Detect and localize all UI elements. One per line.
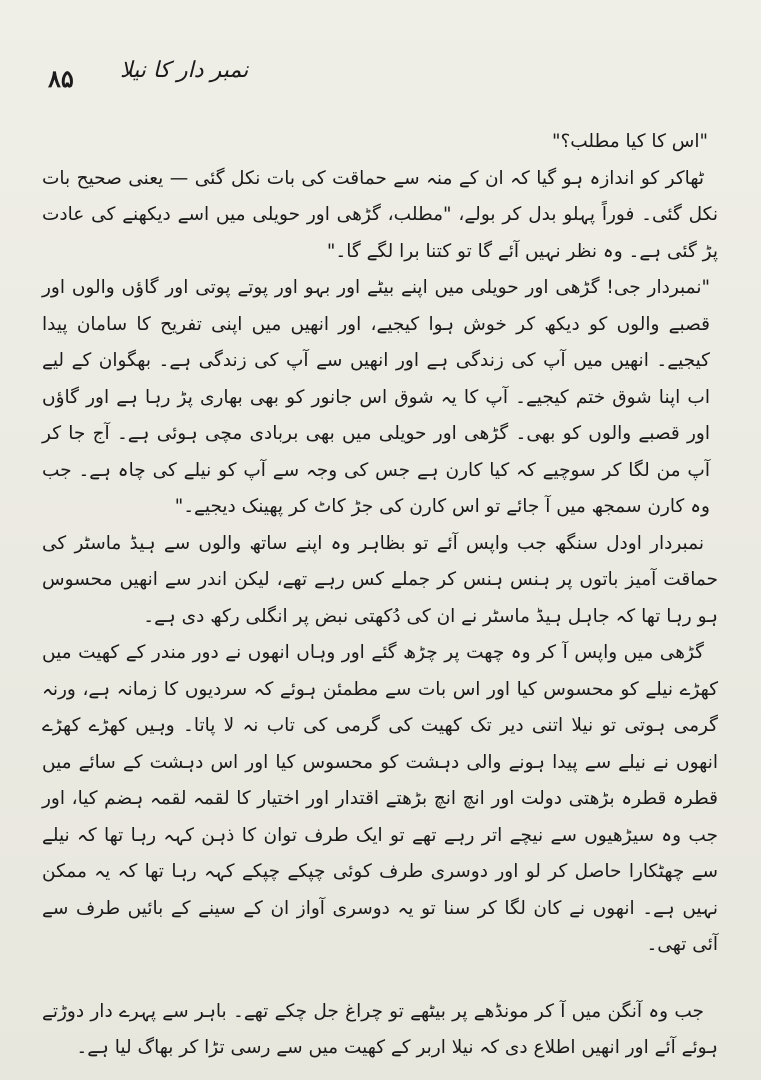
body-text: [42, 124, 718, 1067]
page-header: [40, 58, 721, 98]
paragraph: نمبردار اودل سنگھ جب واپس آئے تو بظاہر وہ اپنے ساتھ والوں سے ہیڈ ماسٹر کی حماقت آمیز باتوں پر ہنس ہنس کر جملے کس رہے تھے، لیکن اندر سے انھیں محسوس ہو رہا تھا کہ جاہل ہیڈ ماسٹر نے ان کی دُکھتی نبض پر انگلی رکھ دی ہے۔: [42, 532, 718, 627]
paragraph: گڑھی میں واپس آ کر وہ چھت پر چڑھ گئے اور وہاں انھوں نے دور مندر کے کھیت میں کھڑے نیلے کو محسوس کیا اور اس بات سے مطمئن ہوئے کہ سردیوں کا زمانہ ہے، ورنہ گرمی ہوتی تو نیلا اتنی دیر تک کھیت کی گرمی کی تاب نہ لا پاتا۔ وہیں کھڑے کھڑے انھوں نے نیلے سے پیدا ہونے والی دہشت کو محسوس کیا اور اس دہشت کے سائے میں قطرہ قطرہ بڑھتی دولت اور انچ انچ بڑھتے اقتدار اور اختیار کا لقمہ لقمہ ہضم کیا، اور جب وہ سیڑھیوں سے نیچے اتر رہے تھے تو ایک طرف توان کا ذہن کہہ رہا تھا کہ نیلے سے چھٹکارا حاصل کر لو اور دوسری طرف کوئی چپکے چپکے کہہ رہا تھا کہ یہ ممکن نہیں ہے۔ انھوں نے کان لگا کر سنا تو یہ دوسری آواز ان کے سینے کے بائیں طرف سے آئی تھی۔: [42, 642, 718, 955]
running-title: نمبر دار کا نیلا: [120, 58, 249, 83]
paragraph: "اس کا کیا مطلب؟": [551, 131, 708, 152]
paragraph: جب وہ آنگن میں آ کر مونڈھے پر بیٹھے تو چراغ جل چکے تھے۔ باہر سے پہرے دار دوڑتے ہوئے آئے اور انھیں اطلاع دی کہ نیلا اربر کے کھیت میں سے رسی تڑا کر بھاگ لیا ہے۔: [42, 1000, 718, 1058]
paragraph: ٹھاکر کو اندازہ ہو گیا کہ ان کے منہ سے حماقت کی بات نکل گئی — یعنی صحیح بات نکل گئی۔ فوراً پہلو بدل کر بولے، "مطلب، گڑھی اور حویلی میں اسے دیکھنے کی عادت پڑ گئی ہے۔ وہ نظر نہیں آئے گا تو کتنا برا لگے گا۔": [42, 167, 718, 262]
paragraph: "نمبردار جی! گڑھی اور حویلی میں اپنے بیٹے اور بہو اور پوتے پوتی اور گاؤں والوں اور قصبے والوں کو دیکھ کر خوش ہوا کیجیے، اور انھیں میں اپنی تفریح کا سامان پیدا کیجیے۔ انھیں میں آپ کی زندگی ہے اور انھیں سے آپ کی زندگی ہے۔ بھگوان کے لیے اب اپنا شوق ختم کیجیے۔ آپ کا یہ شوق اس جانور کو بھی بھاری پڑ رہا ہے اور گاؤں اور قصبے والوں کو بھی۔ گڑھی اور حویلی میں بھی بربادی مچی ہوئی ہے۔ آج جا کر آپ من لگا کر سوچیے کہ کیا کارن ہے جس کی وجہ سے آپ کو نیلے کی چاہ ہے۔ جب وہ کارن سمجھ میں آ جائے تو اس کارن کی جڑ کاٹ کر پھینک دیجیے۔": [42, 277, 710, 517]
page-number: ۸۵: [48, 64, 74, 93]
